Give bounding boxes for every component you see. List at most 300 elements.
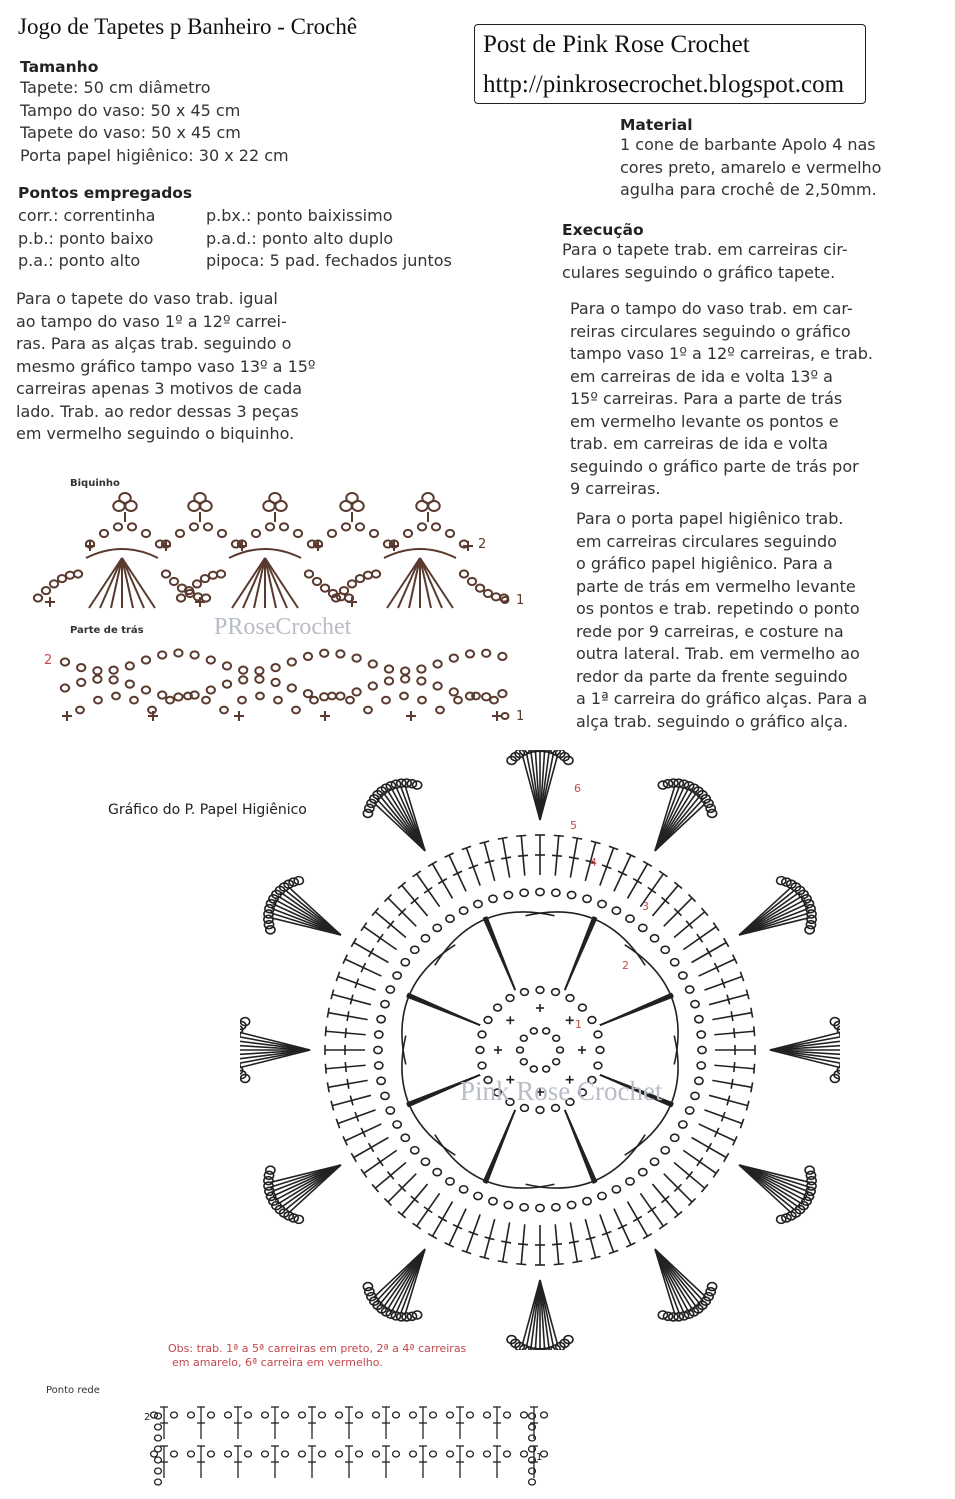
double-crochet-mark bbox=[554, 1264, 564, 1265]
chain-stitch-mark bbox=[598, 900, 606, 907]
execucao-line: trab. em carreiras de ida e volta bbox=[570, 434, 829, 453]
fan-stitch-mark bbox=[100, 558, 122, 608]
chain-stitch-mark bbox=[352, 654, 360, 661]
chain-stitch-mark bbox=[292, 707, 300, 714]
chain-stitch-mark bbox=[468, 578, 476, 585]
obs-line: Obs: trab. 1ª a 5ª carreiras em preto, 2ª a 4ª carreiras bbox=[168, 1342, 467, 1355]
chain-stitch-mark bbox=[460, 570, 468, 577]
chain-stitch-mark bbox=[430, 1451, 437, 1457]
chain-stitch-mark bbox=[476, 585, 484, 592]
chain-stitch-mark bbox=[697, 1062, 705, 1069]
double-crochet-mark bbox=[724, 1153, 729, 1162]
double-crochet-mark bbox=[327, 1008, 329, 1018]
chain-stitch-mark bbox=[208, 1412, 215, 1418]
chain-stitch-mark bbox=[271, 679, 279, 686]
double-crochet-mark bbox=[501, 857, 511, 859]
chain-stitch-mark bbox=[536, 987, 544, 994]
material-heading: Material bbox=[620, 116, 693, 134]
chain-stitch-mark bbox=[536, 888, 544, 895]
chain-stitch-mark bbox=[498, 653, 506, 660]
double-crochet-mark bbox=[724, 938, 729, 947]
double-crochet-mark bbox=[361, 923, 367, 931]
chain-stitch-mark bbox=[245, 1451, 252, 1457]
double-crochet-mark bbox=[751, 1008, 753, 1018]
chain-stitch-mark bbox=[381, 1001, 389, 1008]
double-crochet-mark bbox=[351, 938, 356, 947]
execucao-tampo-paragraph bbox=[570, 298, 873, 501]
ponto-rede-label: Ponto rede bbox=[46, 1385, 100, 1396]
chain-stitch-mark bbox=[220, 707, 228, 714]
execucao-line: a 1ª carreira do gráfico alças. Para a bbox=[576, 689, 868, 708]
double-crochet-mark bbox=[516, 835, 526, 836]
chain-stitch-mark bbox=[239, 667, 247, 674]
chain-stitch-mark bbox=[567, 891, 575, 898]
chain-stitch-mark bbox=[401, 667, 409, 674]
double-crochet-mark bbox=[731, 1011, 733, 1021]
chain-stitch-mark bbox=[679, 1121, 687, 1128]
fan-stitch-mark bbox=[265, 558, 287, 608]
chain-stitch-mark bbox=[209, 572, 217, 579]
chain-stitch-mark bbox=[269, 493, 281, 503]
fan-stitch-mark bbox=[122, 558, 144, 608]
chain-stitch-mark bbox=[373, 1412, 380, 1418]
chain-stitch-mark bbox=[482, 650, 490, 657]
chain-stitch-mark bbox=[530, 1066, 537, 1072]
tamanho-line: Tampo do vaso: 50 x 45 cm bbox=[20, 100, 241, 120]
chain-stitch-mark bbox=[393, 1451, 400, 1457]
chain-stitch-mark bbox=[536, 1107, 544, 1114]
chain-stitch-mark bbox=[304, 653, 312, 660]
chain-stitch-mark bbox=[446, 915, 454, 922]
chain-stitch-mark bbox=[401, 959, 409, 966]
double-crochet-mark bbox=[706, 1143, 711, 1152]
chain-stitch-mark bbox=[474, 1192, 482, 1199]
double-crochet-mark bbox=[734, 1028, 735, 1038]
chain-stitch-mark bbox=[804, 900, 813, 908]
chain-stitch-mark bbox=[447, 1412, 454, 1418]
double-crochet-mark bbox=[325, 1026, 326, 1036]
porta-papel-doily-chart bbox=[240, 750, 840, 1350]
chain-stitch-mark bbox=[223, 680, 231, 687]
chain-stitch-mark bbox=[598, 1192, 606, 1199]
chain-stitch-mark bbox=[557, 1047, 564, 1053]
chain-stitch-mark bbox=[385, 665, 393, 672]
chain-stitch-mark bbox=[417, 677, 425, 684]
execucao-line: Para o tampo do vaso trab. em car- bbox=[570, 299, 853, 318]
execucao-line: Para o porta papel higiênico trab. bbox=[576, 509, 844, 528]
material-line: 1 cone de barbante Apolo 4 nas bbox=[620, 135, 876, 154]
execucao-line: os pontos e trab. repetindo o ponto bbox=[576, 599, 860, 618]
chain-stitch-mark bbox=[373, 1451, 380, 1457]
post-credit-url[interactable]: http://pinkrosecrochet.blogspot.com bbox=[483, 71, 845, 98]
chain-stitch-mark bbox=[476, 1047, 484, 1054]
chain-stitch-mark bbox=[502, 713, 509, 719]
chain-stitch-mark bbox=[266, 523, 274, 530]
ponto-item: corr.: correntinha bbox=[18, 206, 156, 225]
paragraph-line: carreiras apenas 3 motivos de cada bbox=[16, 379, 303, 398]
chain-stitch-mark bbox=[520, 1035, 527, 1041]
chain-stitch-mark bbox=[171, 1412, 178, 1418]
chain-stitch-mark bbox=[661, 1147, 669, 1154]
chain-stitch-mark bbox=[112, 693, 120, 700]
chain-stitch-mark bbox=[130, 697, 138, 704]
chain-stitch-mark bbox=[411, 946, 419, 953]
chain-stitch-mark bbox=[320, 650, 328, 657]
execucao-line: 9 carreiras. bbox=[570, 479, 661, 498]
chain-stitch-mark bbox=[484, 590, 492, 597]
chain-stitch-mark bbox=[594, 1062, 602, 1069]
row-number-six: 6 bbox=[574, 782, 581, 795]
chain-stitch-mark bbox=[126, 680, 134, 687]
pontos-right-column bbox=[206, 205, 452, 273]
chain-stitch-mark bbox=[433, 660, 441, 667]
chain-stitch-mark bbox=[454, 697, 462, 704]
chain-stitch-mark bbox=[171, 1451, 178, 1457]
chain-stitch-mark bbox=[266, 1192, 275, 1200]
chain-stitch-mark bbox=[188, 1451, 195, 1457]
execucao-line: culares seguindo o gráfico tapete. bbox=[562, 262, 836, 282]
chain-stitch-mark bbox=[482, 693, 490, 700]
chain-stitch-mark bbox=[552, 989, 560, 996]
paragraph-line: Para o tapete do vaso trab. igual bbox=[16, 289, 278, 308]
chain-stitch-mark bbox=[417, 665, 425, 672]
pontos-section bbox=[18, 184, 192, 202]
double-crochet-mark bbox=[345, 1028, 346, 1038]
post-credit-name: Post de Pink Rose Crochet bbox=[483, 31, 750, 58]
chain-stitch-mark bbox=[58, 575, 66, 582]
pontos-left-column bbox=[18, 205, 155, 273]
double-crochet-mark bbox=[648, 887, 656, 893]
chain-stitch-mark bbox=[356, 1451, 363, 1457]
chain-stitch-mark bbox=[385, 677, 393, 684]
chain-stitch-mark bbox=[691, 1092, 699, 1099]
tamanho-section bbox=[20, 58, 289, 167]
chain-stitch-mark bbox=[583, 895, 591, 902]
chain-stitch-mark bbox=[346, 697, 354, 704]
chain-stitch-mark bbox=[450, 688, 458, 695]
chain-stitch-mark bbox=[553, 1059, 560, 1065]
chain-stitch-mark bbox=[356, 575, 364, 582]
chain-stitch-mark bbox=[74, 570, 82, 577]
chain-stitch-mark bbox=[467, 1451, 474, 1457]
double-crochet-mark bbox=[424, 1207, 432, 1213]
double-crochet-mark bbox=[572, 1261, 582, 1263]
row-number-four: 4 bbox=[590, 856, 597, 869]
chain-stitch-mark bbox=[109, 667, 117, 674]
material-line: cores preto, amarelo e vermelho bbox=[620, 157, 882, 177]
chain-stitch-mark bbox=[288, 684, 296, 691]
chain-stitch-mark bbox=[66, 572, 74, 579]
chain-stitch-mark bbox=[114, 523, 122, 530]
paragraph-line: ao tampo do vaso 1º a 12º carrei- bbox=[16, 311, 287, 331]
chain-stitch-mark bbox=[492, 593, 500, 600]
chain-stitch-mark bbox=[288, 658, 296, 665]
double-crochet-mark bbox=[327, 1082, 329, 1092]
chain-stitch-mark bbox=[93, 667, 101, 674]
double-crochet-mark bbox=[438, 879, 447, 884]
double-crochet-mark bbox=[428, 861, 437, 866]
chain-stitch-mark bbox=[155, 1457, 162, 1463]
double-crochet-mark bbox=[347, 1011, 349, 1021]
chain-stitch-mark bbox=[521, 1412, 528, 1418]
chain-stitch-mark bbox=[77, 679, 85, 686]
double-crochet-mark bbox=[413, 1223, 421, 1229]
chain-stitch-mark bbox=[401, 675, 409, 682]
page-title: Jogo de Tapetes p Banheiro - Crochê bbox=[18, 14, 358, 39]
chain-stitch-mark bbox=[336, 1451, 343, 1457]
chain-stitch-mark bbox=[504, 1201, 512, 1208]
paragraph-line: em vermelho seguindo o biquinho. bbox=[16, 424, 295, 443]
execucao-line: redor da parte da frente seguindo bbox=[576, 666, 848, 686]
chain-stitch-mark bbox=[411, 1147, 419, 1154]
chain-stitch-mark bbox=[336, 693, 344, 700]
chain-stitch-mark bbox=[369, 660, 377, 667]
chain-stitch-mark bbox=[430, 1412, 437, 1418]
fan-stitch-mark bbox=[408, 993, 480, 1025]
fan-stitch-mark bbox=[565, 1110, 593, 1183]
double-crochet-mark bbox=[754, 1064, 755, 1074]
chain-stitch-mark bbox=[484, 1017, 492, 1024]
execucao-line: 15º carreiras. Para a parte de trás bbox=[570, 389, 843, 408]
chain-stitch-mark bbox=[162, 570, 170, 577]
chain-stitch-mark bbox=[517, 1047, 524, 1053]
double-crochet-mark bbox=[697, 934, 703, 942]
double-crochet-mark bbox=[498, 1261, 508, 1263]
double-crochet-mark bbox=[569, 857, 579, 859]
chain-stitch-mark bbox=[474, 900, 482, 907]
double-crochet-mark bbox=[377, 934, 383, 942]
chain-stitch-mark bbox=[356, 523, 364, 530]
chain-stitch-mark bbox=[661, 946, 669, 953]
chain-stitch-mark bbox=[282, 1412, 289, 1418]
chain-stitch-mark bbox=[255, 676, 263, 683]
ponto-item: p.b.: ponto baixo bbox=[18, 228, 154, 248]
chain-stitch-mark bbox=[489, 895, 497, 902]
ponto-item: p.a.: ponto alto bbox=[18, 251, 141, 270]
obs-line: em amarelo, 6ª carreira em vermelho. bbox=[172, 1356, 383, 1369]
chain-stitch-mark bbox=[374, 1046, 382, 1053]
chain-stitch-mark bbox=[490, 697, 498, 704]
chain-stitch-mark bbox=[176, 530, 184, 537]
chain-stitch-mark bbox=[274, 697, 282, 704]
ponto-item: pipoca: 5 pad. fechados juntos bbox=[206, 251, 452, 270]
tamanho-line: Tapete: 50 cm diâmetro bbox=[20, 78, 211, 97]
chain-stitch-mark bbox=[520, 1204, 528, 1211]
chain-stitch-mark bbox=[626, 915, 634, 922]
chain-stitch-mark bbox=[695, 1077, 703, 1084]
chain-stitch-mark bbox=[61, 684, 69, 691]
double-crochet-mark bbox=[713, 923, 719, 931]
biquinho-label: Biquinho bbox=[70, 478, 120, 489]
chain-stitch-mark bbox=[299, 1451, 306, 1457]
chain-stitch-mark bbox=[418, 697, 426, 704]
double-crochet-mark bbox=[554, 835, 564, 836]
chain-stitch-mark bbox=[536, 1204, 544, 1211]
double-crochet-mark bbox=[643, 1234, 652, 1239]
chain-stitch-mark bbox=[336, 650, 344, 657]
execucao-line: em carreiras de ida e volta 13º a bbox=[570, 366, 833, 386]
row-number-one: 1 bbox=[575, 1018, 582, 1031]
chain-stitch-mark bbox=[266, 900, 275, 908]
chain-stitch-mark bbox=[381, 1092, 389, 1099]
double-crochet-mark bbox=[697, 1158, 703, 1166]
row-number-two: 2 bbox=[44, 653, 53, 668]
chain-stitch-mark bbox=[650, 935, 658, 942]
chain-stitch-mark bbox=[393, 1412, 400, 1418]
chain-stitch-mark bbox=[686, 1107, 694, 1114]
double-crochet-mark bbox=[413, 871, 421, 877]
double-crochet-mark bbox=[706, 948, 711, 957]
chain-stitch-mark bbox=[567, 1201, 575, 1208]
chain-stitch-mark bbox=[126, 662, 134, 669]
obs-note bbox=[168, 1342, 466, 1370]
double-crochet-mark bbox=[659, 1223, 667, 1229]
material-line: agulha para crochê de 2,50mm. bbox=[620, 180, 877, 199]
chain-stitch-mark bbox=[478, 1062, 486, 1069]
double-crochet-mark bbox=[713, 1169, 719, 1177]
chain-stitch-mark bbox=[375, 1062, 383, 1069]
chain-stitch-mark bbox=[194, 493, 206, 503]
chain-stitch-mark bbox=[100, 530, 108, 537]
chain-stitch-mark bbox=[521, 1451, 528, 1457]
ponto-item: p.a.d.: ponto alto duplo bbox=[206, 228, 394, 248]
chain-stitch-mark bbox=[506, 995, 514, 1002]
chain-stitch-mark bbox=[155, 1435, 162, 1441]
chain-stitch-mark bbox=[447, 1451, 454, 1457]
fan-top-mark bbox=[229, 549, 301, 558]
double-crochet-mark bbox=[552, 1244, 562, 1245]
chain-stitch-mark bbox=[93, 676, 101, 683]
chain-stitch-mark bbox=[336, 1412, 343, 1418]
chain-stitch-mark bbox=[489, 1198, 497, 1205]
chain-stitch-mark bbox=[252, 530, 260, 537]
chain-stitch-mark bbox=[612, 1186, 620, 1193]
execucao-porta-papel-paragraph bbox=[576, 508, 867, 733]
chain-stitch-mark bbox=[530, 1028, 537, 1034]
chain-stitch-mark bbox=[626, 1178, 634, 1185]
chain-stitch-mark bbox=[377, 1016, 385, 1023]
chain-stitch-mark bbox=[400, 693, 408, 700]
watermark-prosecrochet: PRoseCrochet bbox=[214, 614, 352, 640]
chain-stitch-mark bbox=[208, 1451, 215, 1457]
chain-stitch-mark bbox=[174, 693, 182, 700]
double-crochet-mark bbox=[438, 1216, 447, 1221]
chain-stitch-mark bbox=[520, 1059, 527, 1065]
chain-stitch-mark bbox=[446, 530, 454, 537]
chain-stitch-mark bbox=[706, 1288, 715, 1296]
double-crochet-mark bbox=[731, 1079, 733, 1089]
chain-stitch-mark bbox=[552, 1204, 560, 1211]
fan-stitch-mark bbox=[600, 997, 673, 1025]
chain-stitch-mark bbox=[393, 972, 401, 979]
double-crochet-mark bbox=[518, 855, 528, 856]
chain-stitch-mark bbox=[494, 1004, 502, 1011]
chain-stitch-mark bbox=[342, 523, 350, 530]
chain-stitch-mark bbox=[386, 986, 394, 993]
chain-stitch-mark bbox=[552, 889, 560, 896]
chain-stitch-mark bbox=[612, 907, 620, 914]
chain-stitch-mark bbox=[155, 1446, 162, 1452]
double-crochet-mark bbox=[643, 861, 652, 866]
chain-stitch-mark bbox=[679, 972, 687, 979]
chain-stitch-mark bbox=[433, 924, 441, 931]
chain-stitch-mark bbox=[422, 493, 434, 503]
double-crochet-mark bbox=[516, 1264, 526, 1265]
chain-stitch-mark bbox=[566, 995, 574, 1002]
chain-stitch-mark bbox=[588, 1017, 596, 1024]
tamanho-line: Porta papel higiênico: 30 x 22 cm bbox=[20, 145, 289, 165]
chain-stitch-mark bbox=[498, 690, 506, 697]
chain-stitch-mark bbox=[369, 682, 377, 689]
paragraph-line: mesmo gráfico tampo vaso 13º a 15º bbox=[16, 356, 316, 376]
execucao-line: parte de trás em vermelho levante bbox=[576, 576, 856, 596]
chain-stitch-mark bbox=[271, 664, 279, 671]
chain-stitch-mark bbox=[375, 1031, 383, 1038]
double-crochet-mark bbox=[569, 1241, 579, 1243]
chain-stitch-mark bbox=[94, 697, 102, 704]
double-crochet-mark bbox=[751, 1082, 753, 1092]
fan-stitch-mark bbox=[398, 558, 420, 608]
chain-stitch-mark bbox=[158, 691, 166, 698]
chain-stitch-mark bbox=[553, 1035, 560, 1041]
chain-stitch-mark bbox=[280, 523, 288, 530]
chain-stitch-mark bbox=[262, 1412, 269, 1418]
chain-stitch-mark bbox=[697, 1031, 705, 1038]
chain-stitch-mark bbox=[204, 523, 212, 530]
chain-stitch-mark bbox=[467, 1412, 474, 1418]
chain-stitch-mark bbox=[266, 1166, 275, 1174]
chain-stitch-mark bbox=[76, 707, 84, 714]
execucao-line: alça trab. seguindo o gráfico alça. bbox=[576, 711, 849, 731]
chain-stitch-mark bbox=[310, 697, 318, 704]
chain-stitch-mark bbox=[225, 1451, 232, 1457]
chain-stitch-mark bbox=[698, 1046, 706, 1053]
chain-stitch-mark bbox=[691, 1001, 699, 1008]
double-crochet-mark bbox=[345, 1062, 346, 1072]
tamanho-heading: Tamanho bbox=[20, 58, 99, 76]
chain-stitch-mark bbox=[671, 959, 679, 966]
row-number-two: 2 bbox=[144, 1412, 151, 1423]
double-crochet-mark bbox=[648, 1207, 656, 1213]
chain-stitch-mark bbox=[304, 690, 312, 697]
chain-stitch-mark bbox=[77, 664, 85, 671]
chain-stitch-mark bbox=[504, 1412, 511, 1418]
chain-stitch-mark bbox=[201, 575, 209, 582]
chain-stitch-mark bbox=[484, 1412, 491, 1418]
chain-stitch-mark bbox=[177, 594, 185, 601]
row-number-one: 1 bbox=[516, 593, 525, 608]
execucao-heading: Execução bbox=[562, 221, 644, 239]
chain-stitch-mark bbox=[348, 580, 356, 587]
double-crochet-mark bbox=[351, 1153, 356, 1162]
chain-stitch-mark bbox=[170, 578, 178, 585]
chain-stitch-mark bbox=[155, 1479, 162, 1485]
fan-stitch-mark bbox=[243, 558, 265, 608]
double-crochet-mark bbox=[498, 837, 508, 839]
paragraph-line: ras. Para as alças trab. seguindo o bbox=[16, 334, 292, 353]
chain-stitch-mark bbox=[193, 580, 201, 587]
fan-stitch-mark bbox=[483, 1110, 515, 1182]
chain-stitch-mark bbox=[321, 585, 329, 592]
chain-stitch-mark bbox=[450, 654, 458, 661]
chain-stitch-mark bbox=[478, 1031, 486, 1038]
fan-stitch-mark bbox=[420, 558, 442, 608]
chain-stitch-mark bbox=[543, 1028, 550, 1034]
chain-stitch-mark bbox=[541, 1412, 548, 1418]
chain-stitch-mark bbox=[594, 1031, 602, 1038]
double-crochet-mark bbox=[424, 887, 432, 893]
chain-stitch-mark bbox=[521, 989, 529, 996]
